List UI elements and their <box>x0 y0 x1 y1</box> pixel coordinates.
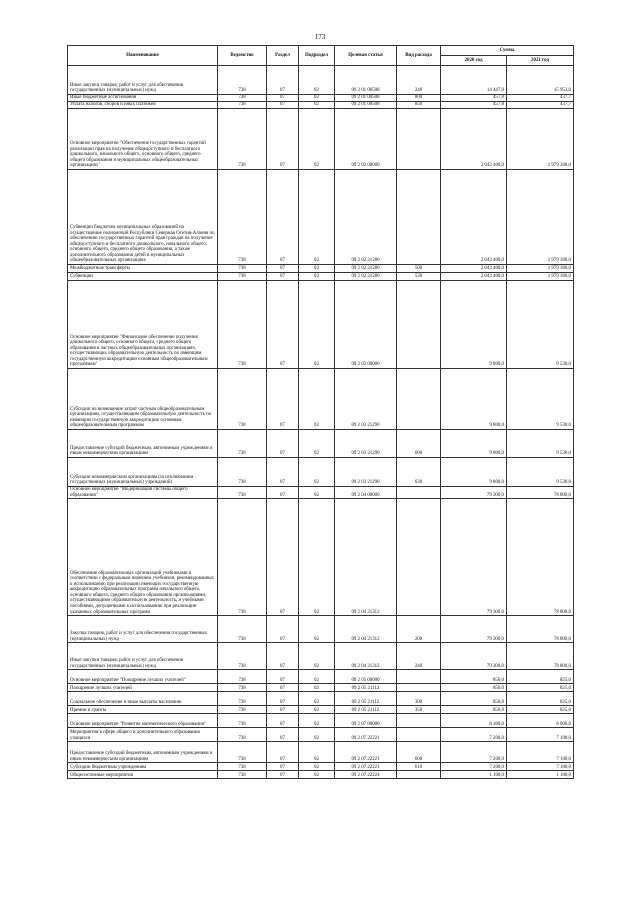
row-name: Уплата налогов, сборов и иных платежей <box>68 102 218 109</box>
row-amount-2021: 15 953,0 <box>507 66 574 95</box>
row-subsection: 02 <box>299 742 335 763</box>
row-section: 07 <box>267 670 299 684</box>
row-name: Социальное обеспечение и иные выплаты населению <box>68 692 218 706</box>
row-target-article: 09 2 05 21112 <box>335 692 397 706</box>
table-row <box>68 742 574 763</box>
row-name: Основное мероприятие "Модернизация системы общего образования" <box>68 487 218 499</box>
row-ministry: 738 <box>218 273 267 281</box>
row-ministry: 738 <box>218 706 267 714</box>
row-amount-2021: 1 979 300,0 <box>507 109 574 170</box>
row-amount-2021: 825,0 <box>507 684 574 692</box>
row-amount-2020: 850,0 <box>441 670 507 684</box>
row-section: 07 <box>267 684 299 692</box>
row-expense-type: 500 <box>397 265 441 273</box>
header-expense-type: Вид расхода <box>397 46 441 66</box>
row-section: 07 <box>267 692 299 706</box>
row-section: 07 <box>267 487 299 499</box>
table-row <box>68 281 574 369</box>
row-target-article: 09 2 07 22221 <box>335 742 397 763</box>
row-section: 07 <box>267 281 299 369</box>
row-subsection: 02 <box>299 109 335 170</box>
table-row <box>68 643 574 670</box>
row-name: Основное мероприятие "Обеспечение государственных гарантий реализации прав на получение общедоступного и бесплатного дошкольного, начального общего, основного общего, среднего общего образования в муниципальных общеобразовательных организациях" <box>68 109 218 170</box>
row-ministry: 738 <box>218 369 267 430</box>
row-subsection: 02 <box>299 763 335 771</box>
table-row <box>68 771 574 779</box>
row-amount-2021: 825,0 <box>507 692 574 706</box>
row-subsection: 02 <box>299 458 335 487</box>
row-amount-2021: 9 530,0 <box>507 369 574 430</box>
row-amount-2021: 9 530,0 <box>507 281 574 369</box>
row-amount-2020: 2 043 400,0 <box>441 109 507 170</box>
row-expense-type <box>397 487 441 499</box>
row-amount-2020: 79 300,0 <box>441 487 507 499</box>
row-amount-2021: 78 800,0 <box>507 616 574 643</box>
row-amount-2020: 7 200,0 <box>441 763 507 771</box>
row-expense-type <box>397 684 441 692</box>
row-name: Основное мероприятие "Финансовое обеспечение получения дошкольного общего, основного общего, среднего общего образования в частных общеобразовательных организациях, осуществляющих образовательную деятельность по имеющим государственную аккредитацию основным общеобразовательным программам" <box>68 281 218 369</box>
row-section: 07 <box>267 643 299 670</box>
row-amount-2021: 8 000,0 <box>507 714 574 728</box>
row-target-article: 09 2 01 00508 <box>335 95 397 102</box>
row-ministry: 738 <box>218 643 267 670</box>
header-year-2021: 2021 год <box>507 56 574 66</box>
table-row <box>68 458 574 487</box>
table-row <box>68 66 574 95</box>
row-section: 07 <box>267 265 299 273</box>
row-target-article: 09 2 04 21312 <box>335 499 397 616</box>
row-amount-2021: 7 100,0 <box>507 742 574 763</box>
row-amount-2020: 9 800,0 <box>441 430 507 458</box>
header-year-2020: 2020 год <box>441 56 507 66</box>
row-ministry: 738 <box>218 714 267 728</box>
row-amount-2021: 825,0 <box>507 670 574 684</box>
row-subsection: 02 <box>299 430 335 458</box>
row-subsection: 02 <box>299 95 335 102</box>
row-amount-2020: 1 100,0 <box>441 771 507 779</box>
row-amount-2020: 9 800,0 <box>441 369 507 430</box>
row-amount-2020: 79 300,0 <box>441 643 507 670</box>
row-name: Поощрение лучших учителей <box>68 684 218 692</box>
row-expense-type: 800 <box>397 95 441 102</box>
row-section: 07 <box>267 499 299 616</box>
row-amount-2020: 7 200,0 <box>441 742 507 763</box>
row-ministry: 738 <box>218 763 267 771</box>
row-section: 07 <box>267 728 299 742</box>
row-ministry: 738 <box>218 458 267 487</box>
row-expense-type: 240 <box>397 66 441 95</box>
row-target-article: 09 2 07 00000 <box>335 714 397 728</box>
row-ministry: 738 <box>218 66 267 95</box>
row-subsection: 02 <box>299 643 335 670</box>
row-expense-type: 610 <box>397 763 441 771</box>
page-number: 173 <box>314 33 326 41</box>
row-target-article: 09 2 03 21290 <box>335 430 397 458</box>
row-ministry: 738 <box>218 170 267 265</box>
row-subsection: 02 <box>299 369 335 430</box>
header-sum: Сумма <box>441 46 574 56</box>
row-amount-2021: 1 979 300,0 <box>507 170 574 265</box>
row-amount-2021: 7 100,0 <box>507 728 574 742</box>
row-target-article: 09 2 01 00508 <box>335 66 397 95</box>
row-ministry: 738 <box>218 109 267 170</box>
row-name: Субвенции бюджетам муниципальных образований на осуществление полномочий Республики Северная Осетия-Алания по обеспечению государственных гарантий прав граждан на получение общедоступного и бесплатного дошкольного, начального общего, основного общего, среднего общего образования, а также дополнительного образования детей в муниципальных общеобразовательных организациях <box>68 170 218 265</box>
row-amount-2020: 79 300,0 <box>441 616 507 643</box>
header-target-article: Целевая статья <box>335 46 397 66</box>
header-ministry: Ведомство <box>218 46 267 66</box>
row-target-article: 09 2 02 21280 <box>335 273 397 281</box>
row-name: Премии и гранты <box>68 706 218 714</box>
row-subsection: 02 <box>299 692 335 706</box>
row-section: 07 <box>267 616 299 643</box>
row-amount-2021: 7 100,0 <box>507 763 574 771</box>
header-section: Раздел <box>267 46 299 66</box>
row-target-article: 09 2 07 22221 <box>335 763 397 771</box>
row-target-article: 09 2 03 21290 <box>335 458 397 487</box>
table-row <box>68 369 574 430</box>
row-ministry: 738 <box>218 742 267 763</box>
row-expense-type <box>397 728 441 742</box>
row-subsection: 02 <box>299 487 335 499</box>
row-amount-2020: 9 800,0 <box>441 458 507 487</box>
row-expense-type <box>397 670 441 684</box>
row-section: 07 <box>267 706 299 714</box>
row-expense-type: 600 <box>397 742 441 763</box>
row-name: Основное мероприятие "Поощрение лучших учителей" <box>68 670 218 684</box>
row-name: Основное мероприятие "Развитие математического образования" <box>68 714 218 728</box>
row-ministry: 738 <box>218 616 267 643</box>
row-expense-type <box>397 714 441 728</box>
row-ministry: 738 <box>218 487 267 499</box>
row-amount-2020: 79 300,0 <box>441 499 507 616</box>
row-expense-type <box>397 170 441 265</box>
row-ministry: 738 <box>218 430 267 458</box>
row-subsection: 02 <box>299 684 335 692</box>
row-section: 07 <box>267 771 299 779</box>
row-amount-2020: 850,0 <box>441 706 507 714</box>
row-subsection: 02 <box>299 616 335 643</box>
row-expense-type: 600 <box>397 430 441 458</box>
row-target-article: 09 2 05 00000 <box>335 670 397 684</box>
header-name: Наименование <box>68 46 218 66</box>
table-row <box>68 706 574 714</box>
row-name: Иные закупки товаров, работ и услуг для обеспечения государственных (муниципальных) нужд <box>68 643 218 670</box>
row-section: 07 <box>267 430 299 458</box>
row-target-article: 09 2 05 21112 <box>335 684 397 692</box>
row-section: 07 <box>267 714 299 728</box>
row-expense-type: 200 <box>397 616 441 643</box>
row-section: 07 <box>267 102 299 109</box>
row-amount-2020: 850,0 <box>441 684 507 692</box>
table-row <box>68 487 574 499</box>
row-target-article: 09 2 07 22221 <box>335 728 397 742</box>
row-section: 07 <box>267 109 299 170</box>
table-row <box>68 170 574 265</box>
row-name: Субвенции <box>68 273 218 281</box>
row-amount-2021: 1 979 300,0 <box>507 265 574 273</box>
row-subsection: 02 <box>299 281 335 369</box>
row-name: Иные закупки товаров, работ и услуг для обеспечения государственных (муниципальных) нужд <box>68 66 218 95</box>
row-section: 07 <box>267 369 299 430</box>
row-name: Межбюджетные трансферты <box>68 265 218 273</box>
row-amount-2021: 825,0 <box>507 706 574 714</box>
row-expense-type <box>397 499 441 616</box>
row-amount-2020: 8 300,0 <box>441 714 507 728</box>
row-ministry: 738 <box>218 499 267 616</box>
row-ministry: 738 <box>218 102 267 109</box>
row-section: 07 <box>267 763 299 771</box>
row-expense-type: 300 <box>397 692 441 706</box>
row-ministry: 738 <box>218 728 267 742</box>
table-row <box>68 763 574 771</box>
row-expense-type <box>397 771 441 779</box>
budget-table <box>67 45 574 779</box>
row-name: Закупка товаров, работ и услуг для обеспечения государственных (муниципальных) нужд <box>68 616 218 643</box>
row-target-article: 09 2 02 21280 <box>335 265 397 273</box>
row-subsection: 02 <box>299 706 335 714</box>
row-amount-2021: 437,7 <box>507 95 574 102</box>
row-name: Общесистемные мероприятия <box>68 771 218 779</box>
table-row <box>68 265 574 273</box>
row-target-article: 09 2 04 21312 <box>335 616 397 643</box>
table-row <box>68 714 574 728</box>
row-target-article: 09 2 02 00000 <box>335 109 397 170</box>
table-row <box>68 692 574 706</box>
row-subsection: 02 <box>299 102 335 109</box>
table-row <box>68 430 574 458</box>
row-subsection: 02 <box>299 170 335 265</box>
row-expense-type <box>397 281 441 369</box>
table-row <box>68 499 574 616</box>
row-amount-2021: 78 800,0 <box>507 643 574 670</box>
row-section: 07 <box>267 170 299 265</box>
row-name: Субсидии бюджетным учреждениям <box>68 763 218 771</box>
row-section: 07 <box>267 742 299 763</box>
row-ministry: 738 <box>218 684 267 692</box>
row-amount-2020: 14 447,9 <box>441 66 507 95</box>
row-amount-2020: 850,0 <box>441 692 507 706</box>
row-section: 07 <box>267 458 299 487</box>
table-body <box>68 66 574 779</box>
row-name: Предоставление субсидий бюджетным, автономным учреждениям и иным некоммерческим организациям <box>68 430 218 458</box>
row-target-article: 09 2 03 00000 <box>335 281 397 369</box>
row-amount-2020: 7 200,0 <box>441 728 507 742</box>
row-subsection: 02 <box>299 499 335 616</box>
table-row <box>68 109 574 170</box>
row-name: Субсидии на возмещение затрат частным общеобразовательным организациям, осуществляющим образовательную деятельность по имеющим государственную аккредитацию основным общеобразовательным программам <box>68 369 218 430</box>
table-row <box>68 684 574 692</box>
row-expense-type: 850 <box>397 102 441 109</box>
row-subsection: 02 <box>299 66 335 95</box>
row-expense-type: 350 <box>397 706 441 714</box>
row-expense-type <box>397 369 441 430</box>
row-section: 07 <box>267 95 299 102</box>
row-expense-type: 240 <box>397 643 441 670</box>
row-amount-2020: 457,8 <box>441 95 507 102</box>
row-subsection: 02 <box>299 771 335 779</box>
row-amount-2021: 78 800,0 <box>507 487 574 499</box>
row-ministry: 738 <box>218 281 267 369</box>
row-expense-type <box>397 109 441 170</box>
row-ministry: 738 <box>218 95 267 102</box>
row-name: Субсидии некоммерческим организациям (за исключением государственных (муниципальных) учреждений) <box>68 458 218 487</box>
row-name: Иные бюджетные ассигнования <box>68 95 218 102</box>
row-amount-2020: 2 043 400,0 <box>441 273 507 281</box>
row-target-article: 09 2 02 21280 <box>335 170 397 265</box>
table-row <box>68 670 574 684</box>
row-target-article: 09 2 03 21290 <box>335 369 397 430</box>
row-target-article: 09 2 07 22224 <box>335 771 397 779</box>
table-row <box>68 95 574 102</box>
row-target-article: 09 2 04 00000 <box>335 487 397 499</box>
row-target-article: 09 2 04 21312 <box>335 643 397 670</box>
row-amount-2021: 1 979 300,0 <box>507 273 574 281</box>
table-row <box>68 273 574 281</box>
row-target-article: 09 2 01 00508 <box>335 102 397 109</box>
row-amount-2021: 9 530,0 <box>507 458 574 487</box>
table-row <box>68 616 574 643</box>
row-amount-2021: 78 800,0 <box>507 499 574 616</box>
row-name: Мероприятия в сфере общего и дополнительного образования учащихся <box>68 728 218 742</box>
row-name: Предоставление субсидий бюджетным, автономным учреждениям и иным некоммерческим организациям <box>68 742 218 763</box>
row-amount-2021: 1 100,0 <box>507 771 574 779</box>
row-section: 07 <box>267 66 299 95</box>
row-expense-type: 630 <box>397 458 441 487</box>
row-subsection: 02 <box>299 728 335 742</box>
row-amount-2020: 2 043 400,0 <box>441 170 507 265</box>
row-amount-2020: 457,8 <box>441 102 507 109</box>
row-amount-2021: 437,7 <box>507 102 574 109</box>
table-row <box>68 728 574 742</box>
row-expense-type: 530 <box>397 273 441 281</box>
row-subsection: 02 <box>299 273 335 281</box>
row-target-article: 09 2 05 21112 <box>335 706 397 714</box>
row-name: Обеспечение образовательных организаций учебниками в соответствии с федеральным перечнем учебников, рекомендованных к использованию при реализации имеющих государственную аккредитацию образовательных программ начального общего, основного общего, среднего общего образования организациями, осуществляющими образовательную деятельность, и учебными пособиями, допущенными к использованию при реализации указанных образовательных программ <box>68 499 218 616</box>
row-amount-2020: 9 800,0 <box>441 281 507 369</box>
row-section: 07 <box>267 273 299 281</box>
row-ministry: 738 <box>218 692 267 706</box>
header-subsection: Подраздел <box>299 46 335 66</box>
table-row <box>68 102 574 109</box>
row-ministry: 738 <box>218 265 267 273</box>
row-ministry: 738 <box>218 670 267 684</box>
row-subsection: 02 <box>299 265 335 273</box>
row-subsection: 02 <box>299 714 335 728</box>
row-amount-2021: 9 530,0 <box>507 430 574 458</box>
row-ministry: 738 <box>218 771 267 779</box>
row-amount-2020: 2 043 400,0 <box>441 265 507 273</box>
row-subsection: 02 <box>299 670 335 684</box>
